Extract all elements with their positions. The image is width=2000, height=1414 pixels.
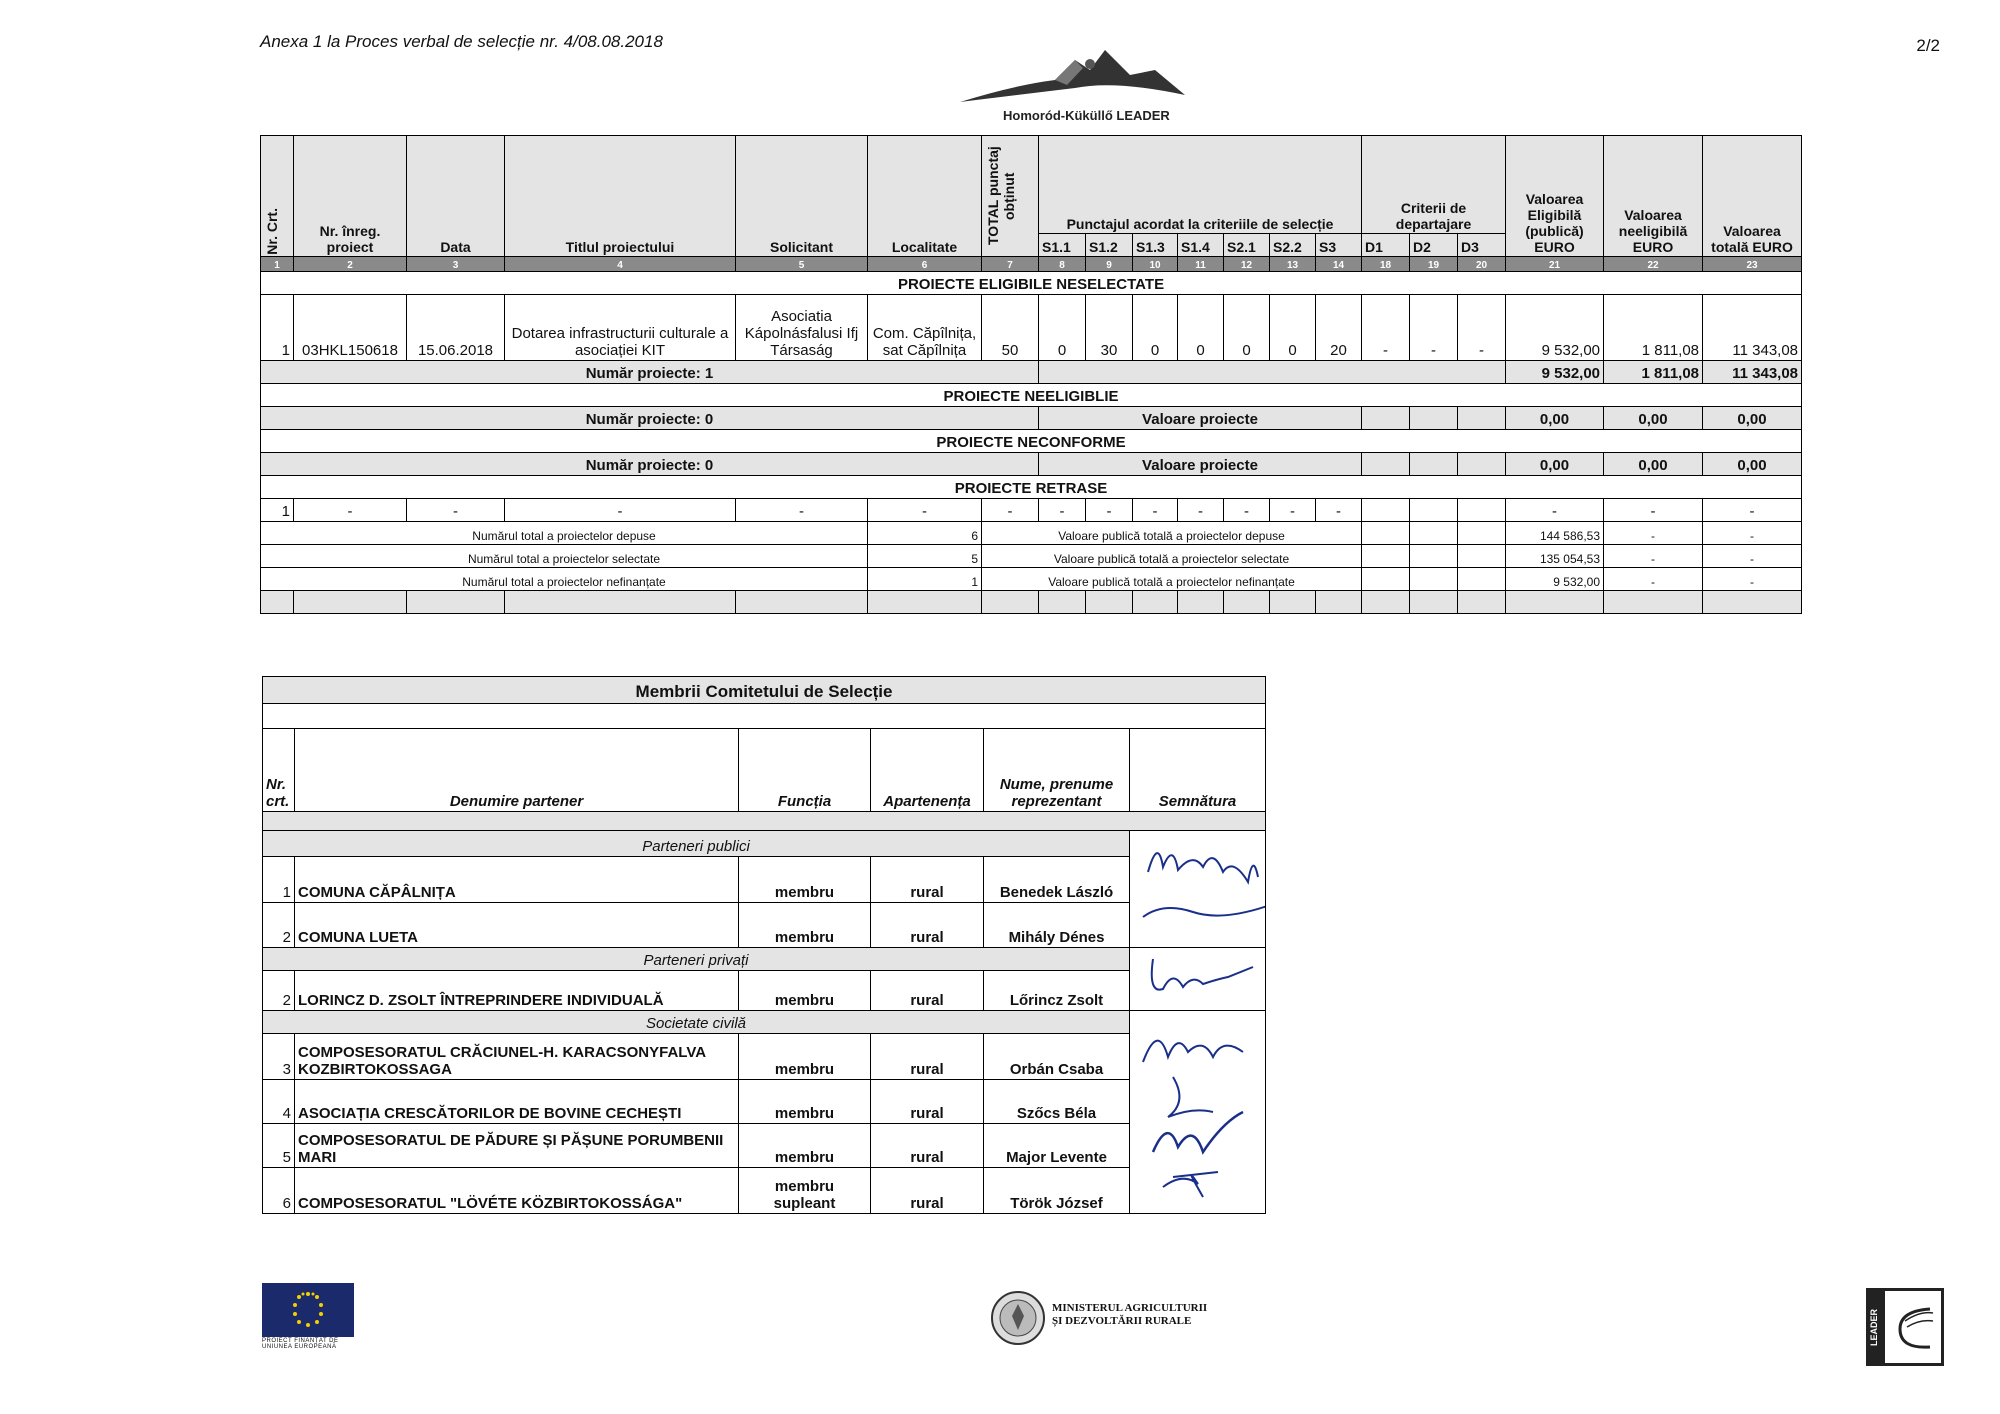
index-row: 1 2 3 4 5 6 7 8 9 10 11 12 13 14 18 19 20 21 22 23 [261,257,1802,272]
committee-title: Membrii Comitetului de Selecție [263,677,1266,704]
header-nr-inreg: Nr. înreg. proiect [294,136,407,257]
summary-row: Număr proiecte: 1 9 532,00 1 811,08 11 343,08 [261,361,1802,384]
section-retrase: PROIECTE RETRASE [261,476,1802,499]
section-neconforme: PROIECTE NECONFORME [261,430,1802,453]
empty-row [261,591,1802,614]
summary-row: Număr proiecte: 0 Valoare proiecte 0,00 0,00 0,00 [261,453,1802,476]
project-val-neelig: 1 811,08 [1604,295,1703,361]
header-solicitant: Solicitant [736,136,868,257]
sub-s3: S3 [1316,234,1362,257]
header-titlu: Titlul proiectului [505,136,736,257]
committee-header-apartenenta: Apartenența [871,729,984,812]
document-title: Anexa 1 la Proces verbal de selecție nr. 4/08.08.2018 [260,32,663,51]
category-publici: Parteneri publici [263,831,1130,857]
mountain-logo-icon [955,40,1235,128]
header-data: Data [407,136,505,257]
committee-table [262,676,1266,1214]
committee-header-functia: Funcția [739,729,871,812]
sub-s21: S2.1 [1224,234,1270,257]
totals-row: Numărul total a proiectelor selectate 5 Valoare publică totală a proiectelor selectate 135 054,53 - - [261,545,1802,568]
page-number: 2/2 [1916,36,1940,55]
eu-caption: PROIECT FINANȚAT DE UNIUNEA EUROPEANĂ [262,1338,339,1350]
sub-d2: D2 [1410,234,1458,257]
project-data: 15.06.2018 [407,295,505,361]
section-neselectate: PROIECTE ELIGIBILE NESELECTATE [261,272,1802,295]
header-nr: Nr. Crt. [261,136,294,257]
signature-icon [1130,831,1266,948]
committee-header-nume: Nume, prenume reprezentant [984,729,1130,812]
category-privati: Parteneri privați [263,948,1130,971]
header-localitate: Localitate [868,136,982,257]
ministry-text: MINISTERUL AGRICULTURII ȘI DEZVOLTĂRII RURALE [1052,1302,1208,1327]
header-total: TOTAL punctaj obținut [982,136,1039,257]
table-row: 3 COMPOSESORATUL CRĂCIUNEL-H. KARACSONYFALVA KOZBIRTOKOSSAGA membru rural Orbán Csaba [263,1034,1266,1080]
category-civila: Societate civilă [263,1011,1130,1034]
project-localitate: Com. Căpîlnița, sat Căpîlnița [868,295,982,361]
totals-row: Numărul total a proiectelor nefinanțate 1 Valoare publică totală a proiectelor nefinanțate 9 532,00 - - [261,568,1802,591]
totals-row: Numărul total a proiectelor depuse 6 Valoare publică totală a proiectelor depuse 144 586,53 - - [261,522,1802,545]
sub-s11: S1.1 [1039,234,1086,257]
project-total: 50 [982,295,1039,361]
sub-s13: S1.3 [1133,234,1178,257]
table-row: 1 - - - - - - - - - - - - - - - - [261,499,1802,522]
table-row: 5 COMPOSESORATUL DE PĂDURE ȘI PĂȘUNE PORUMBENII MARI membru rural Major Levente [263,1124,1266,1168]
sub-d3: D3 [1458,234,1506,257]
sub-s14: S1.4 [1178,234,1224,257]
table-row: 2 COMUNA LUETA membru rural Mihály Dénes [263,902,1266,947]
table-row: 6 COMPOSESORATUL "LÖVÉTE KÖZBIRTOKOSSÁGA" membru supleant rural Török József [263,1168,1266,1214]
logo-caption: Homoród-Küküllő LEADER [1003,108,1170,123]
signature-icon [1130,1011,1266,1214]
committee-header-nr: Nr. crt. [263,729,295,812]
sub-s22: S2.2 [1270,234,1316,257]
leader-logo-icon: LEADER [1866,1288,1944,1366]
header-val-neelig: Valoarea neeligibilă EURO [1604,136,1703,257]
signature-icon [1130,948,1266,1011]
header-criterii: Criterii de departajare [1362,136,1506,234]
committee-header-partener: Denumire partener [295,729,739,812]
project-nr-inreg: 03HKL150618 [294,295,407,361]
sub-d1: D1 [1362,234,1410,257]
project-val-elig: 9 532,00 [1506,295,1604,361]
section-neeligibile: PROIECTE NEELIGIBLIE [261,384,1802,407]
table-row: 2 LORINCZ D. ZSOLT ÎNTREPRINDERE INDIVIDUALĂ membru rural Lőrincz Zsolt [263,971,1266,1011]
projects-table [260,135,1802,614]
project-titlu: Dotarea infrastructurii culturale a asociației KIT [505,295,736,361]
summary-row: Număr proiecte: 0 Valoare proiecte 0,00 0,00 0,00 [261,407,1802,430]
committee-header-semnatura: Semnătura [1130,729,1266,812]
eu-flag-icon [262,1283,354,1337]
table-row: 1 COMUNA CĂPÂLNIȚA membru rural Benedek László [263,857,1266,902]
header-val-total: Valoarea totală EURO [1703,136,1802,257]
project-val-total: 11 343,08 [1703,295,1802,361]
header-punctaj: Punctajul acordat la criteriile de selecție [1039,136,1362,234]
table-row: 1 03HKL150618 15.06.2018 Dotarea infrastructurii culturale a asociației KIT Asociatia Kápolnásfalusi Ifj Társaság Com. Căpîlnița, sat Căpîlnița 50 0 30 0 0 0 0 20 - - - 9 532,00 1 811,08 11 343,08 [261,295,1802,361]
project-solicitant: Asociatia Kápolnásfalusi Ifj Társaság [736,295,868,361]
table-row: 4 ASOCIAȚIA CRESCĂTORILOR DE BOVINE CECHEȘTI membru rural Szőcs Béla [263,1080,1266,1124]
sub-s12: S1.2 [1086,234,1133,257]
ministry-seal-icon [990,1290,1046,1351]
header-val-elig: Valoarea Eligibilă (publică) EURO [1506,136,1604,257]
